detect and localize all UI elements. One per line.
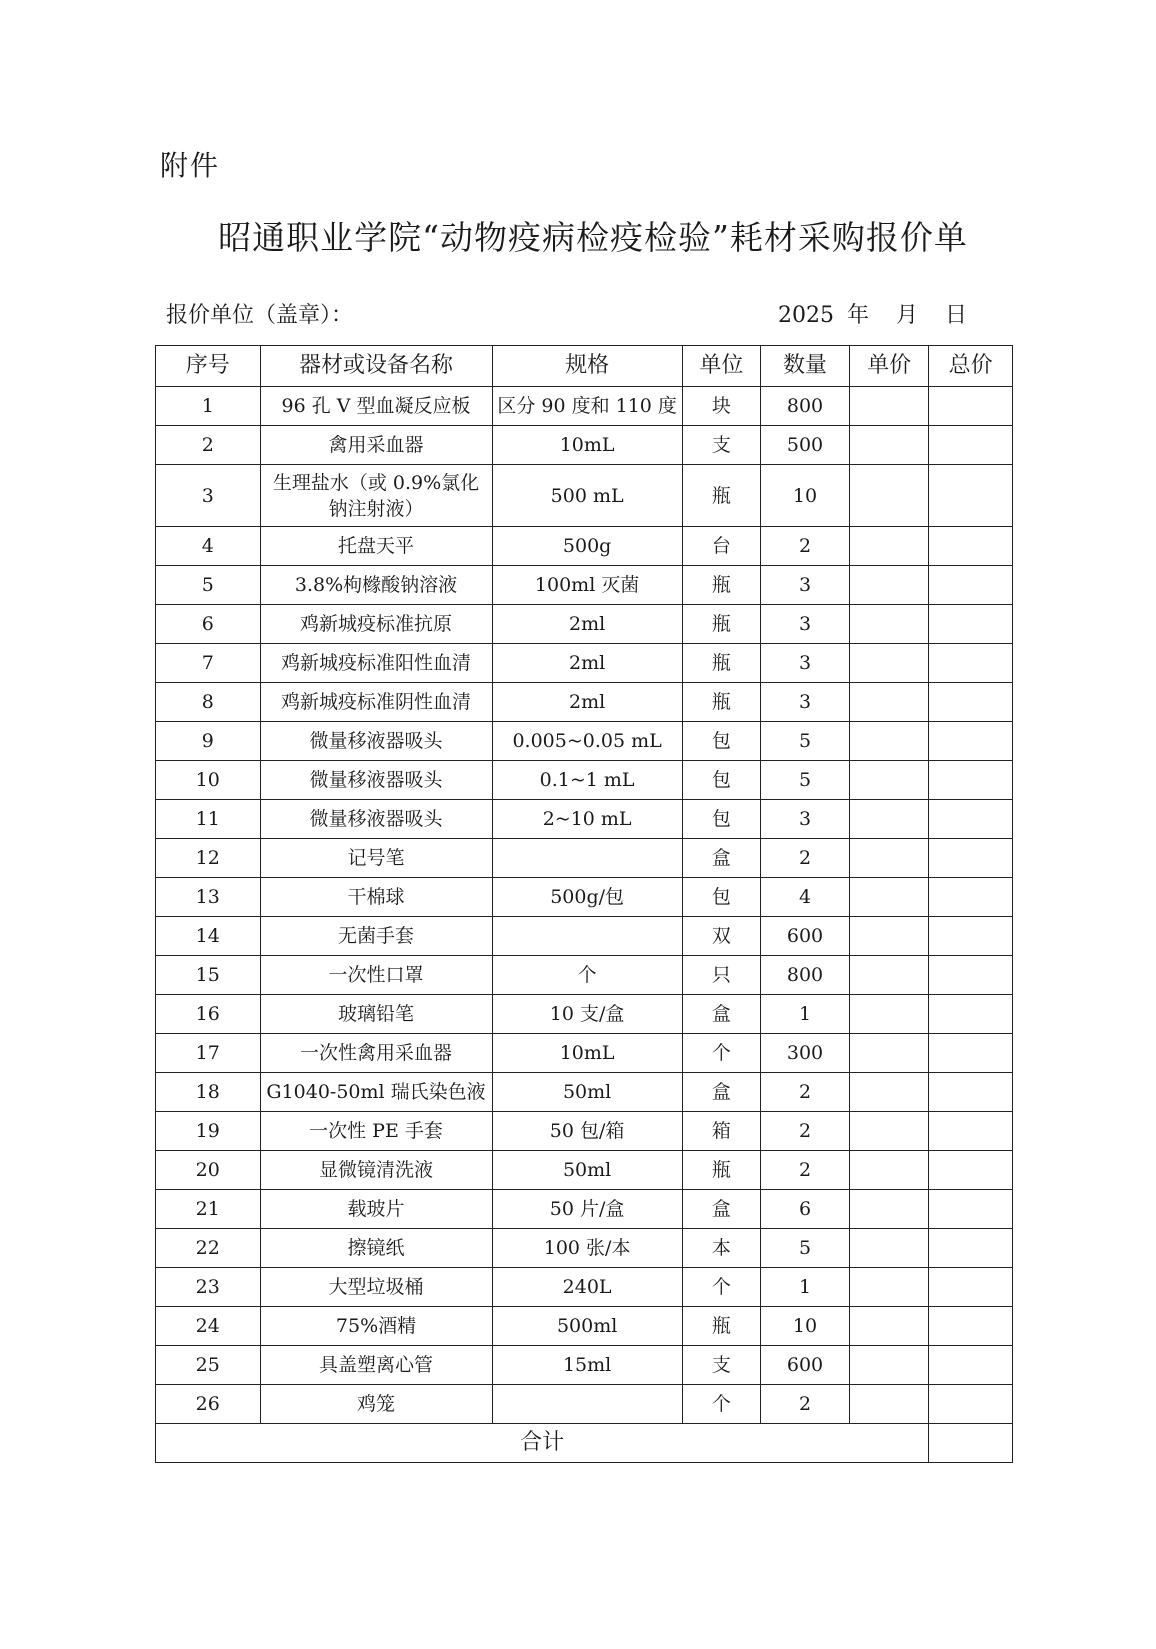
cell-no: 4 xyxy=(156,527,261,566)
cell-total xyxy=(929,1268,1013,1307)
cell-unit: 瓶 xyxy=(682,644,760,683)
cell-price xyxy=(849,644,928,683)
cell-total xyxy=(929,761,1013,800)
cell-unit: 只 xyxy=(682,956,760,995)
cell-no: 11 xyxy=(156,800,261,839)
cell-price xyxy=(849,426,928,465)
cell-price xyxy=(849,917,928,956)
cell-name: 大型垃圾桶 xyxy=(260,1268,492,1307)
cell-price xyxy=(849,1190,928,1229)
cell-spec xyxy=(492,1385,682,1424)
cell-spec: 10mL xyxy=(492,426,682,465)
cell-qty: 5 xyxy=(761,761,850,800)
table-row xyxy=(156,995,1013,1034)
table-row xyxy=(156,426,1013,465)
cell-unit: 本 xyxy=(682,1229,760,1268)
cell-no: 10 xyxy=(156,761,261,800)
cell-spec: 100ml 灭菌 xyxy=(492,566,682,605)
cell-name: 鸡新城疫标准阴性血清 xyxy=(260,683,492,722)
total-row xyxy=(156,1424,1013,1463)
cell-spec: 500ml xyxy=(492,1307,682,1346)
cell-name: 生理盐水（或 0.9%氯化钠注射液） xyxy=(260,465,492,527)
table-row xyxy=(156,1229,1013,1268)
cell-no: 22 xyxy=(156,1229,261,1268)
cell-name: 无菌手套 xyxy=(260,917,492,956)
cell-no: 17 xyxy=(156,1034,261,1073)
cell-spec: 2ml xyxy=(492,644,682,683)
cell-qty: 300 xyxy=(761,1034,850,1073)
cell-no: 9 xyxy=(156,722,261,761)
cell-total xyxy=(929,527,1013,566)
cell-name: 擦镜纸 xyxy=(260,1229,492,1268)
cell-qty: 800 xyxy=(761,387,850,426)
table-row xyxy=(156,1112,1013,1151)
cell-name: 微量移液器吸头 xyxy=(260,722,492,761)
cell-total xyxy=(929,956,1013,995)
cell-spec: 10mL xyxy=(492,1034,682,1073)
cell-spec: 10 支/盒 xyxy=(492,995,682,1034)
cell-unit: 个 xyxy=(682,1385,760,1424)
header-qty: 数量 xyxy=(761,346,850,387)
cell-price xyxy=(849,605,928,644)
table-row xyxy=(156,761,1013,800)
cell-price xyxy=(849,1073,928,1112)
table-row xyxy=(156,1385,1013,1424)
cell-spec: 240L xyxy=(492,1268,682,1307)
cell-no: 18 xyxy=(156,1073,261,1112)
cell-spec xyxy=(492,839,682,878)
cell-total xyxy=(929,387,1013,426)
cell-price xyxy=(849,1151,928,1190)
table-row xyxy=(156,1073,1013,1112)
cell-qty: 800 xyxy=(761,956,850,995)
cell-name: 一次性口罩 xyxy=(260,956,492,995)
cell-qty: 6 xyxy=(761,1190,850,1229)
cell-no: 14 xyxy=(156,917,261,956)
cell-qty: 2 xyxy=(761,1385,850,1424)
total-label: 合计 xyxy=(156,1424,929,1463)
table-row xyxy=(156,956,1013,995)
cell-qty: 4 xyxy=(761,878,850,917)
cell-spec: 50 片/盒 xyxy=(492,1190,682,1229)
cell-name: 干棉球 xyxy=(260,878,492,917)
cell-name: 托盘天平 xyxy=(260,527,492,566)
table-row xyxy=(156,683,1013,722)
header-spec: 规格 xyxy=(492,346,682,387)
cell-spec: 500g xyxy=(492,527,682,566)
cell-name: 96 孔 V 型血凝反应板 xyxy=(260,387,492,426)
cell-unit: 盒 xyxy=(682,995,760,1034)
cell-qty: 2 xyxy=(761,1112,850,1151)
cell-total xyxy=(929,1151,1013,1190)
cell-no: 26 xyxy=(156,1385,261,1424)
cell-price xyxy=(849,1385,928,1424)
document-title: 昭通职业学院“动物疫病检疫检验”耗材采购报价单 xyxy=(218,218,968,257)
quotation-table xyxy=(155,345,1013,1463)
cell-total xyxy=(929,644,1013,683)
cell-total xyxy=(929,426,1013,465)
cell-no: 6 xyxy=(156,605,261,644)
cell-spec: 0.005~0.05 mL xyxy=(492,722,682,761)
cell-no: 2 xyxy=(156,426,261,465)
cell-total xyxy=(929,605,1013,644)
cell-no: 1 xyxy=(156,387,261,426)
cell-name: 记号笔 xyxy=(260,839,492,878)
cell-price xyxy=(849,878,928,917)
cell-qty: 10 xyxy=(761,465,850,527)
cell-qty: 1 xyxy=(761,995,850,1034)
table-row xyxy=(156,722,1013,761)
cell-spec: 区分 90 度和 110 度 xyxy=(492,387,682,426)
table-row xyxy=(156,644,1013,683)
table-row xyxy=(156,387,1013,426)
cell-unit: 瓶 xyxy=(682,566,760,605)
cell-name: 75%酒精 xyxy=(260,1307,492,1346)
cell-total xyxy=(929,1229,1013,1268)
cell-qty: 10 xyxy=(761,1307,850,1346)
cell-qty: 2 xyxy=(761,839,850,878)
cell-unit: 台 xyxy=(682,527,760,566)
cell-unit: 包 xyxy=(682,878,760,917)
cell-qty: 3 xyxy=(761,644,850,683)
cell-qty: 3 xyxy=(761,800,850,839)
cell-total xyxy=(929,917,1013,956)
cell-name: 鸡新城疫标准阳性血清 xyxy=(260,644,492,683)
cell-total xyxy=(929,465,1013,527)
cell-unit: 瓶 xyxy=(682,1307,760,1346)
cell-price xyxy=(849,465,928,527)
table-row xyxy=(156,1346,1013,1385)
cell-no: 16 xyxy=(156,995,261,1034)
cell-total xyxy=(929,1385,1013,1424)
total-value xyxy=(929,1424,1013,1463)
cell-unit: 个 xyxy=(682,1268,760,1307)
cell-price xyxy=(849,387,928,426)
cell-unit: 支 xyxy=(682,426,760,465)
cell-no: 12 xyxy=(156,839,261,878)
table-row xyxy=(156,1151,1013,1190)
date-month: 月 xyxy=(895,303,918,328)
cell-no: 19 xyxy=(156,1112,261,1151)
cell-spec: 0.1~1 mL xyxy=(492,761,682,800)
cell-price xyxy=(849,1112,928,1151)
cell-total xyxy=(929,839,1013,878)
cell-price xyxy=(849,839,928,878)
cell-spec: 2ml xyxy=(492,605,682,644)
cell-spec: 15ml xyxy=(492,1346,682,1385)
cell-qty: 5 xyxy=(761,722,850,761)
header-total: 总价 xyxy=(929,346,1013,387)
date-day: 日 xyxy=(945,303,968,328)
table-row xyxy=(156,566,1013,605)
header-no: 序号 xyxy=(156,346,261,387)
cell-price xyxy=(849,1307,928,1346)
cell-total xyxy=(929,1190,1013,1229)
cell-name: 玻璃铅笔 xyxy=(260,995,492,1034)
date-year: 2025 年 xyxy=(778,303,869,328)
cell-spec: 50 包/箱 xyxy=(492,1112,682,1151)
cell-price xyxy=(849,1034,928,1073)
header-unit: 单位 xyxy=(682,346,760,387)
cell-qty: 2 xyxy=(761,1151,850,1190)
cell-price xyxy=(849,761,928,800)
cell-qty: 3 xyxy=(761,566,850,605)
cell-unit: 瓶 xyxy=(682,1151,760,1190)
table-row xyxy=(156,527,1013,566)
cell-price xyxy=(849,995,928,1034)
table-header-row xyxy=(156,346,1013,387)
cell-spec: 2ml xyxy=(492,683,682,722)
cell-no: 20 xyxy=(156,1151,261,1190)
cell-price xyxy=(849,722,928,761)
cell-spec: 500 mL xyxy=(492,465,682,527)
cell-spec: 个 xyxy=(492,956,682,995)
table-row xyxy=(156,878,1013,917)
header-price: 单价 xyxy=(849,346,928,387)
cell-no: 15 xyxy=(156,956,261,995)
cell-price xyxy=(849,1268,928,1307)
cell-name: G1040-50ml 瑞氏染色液 xyxy=(260,1073,492,1112)
cell-qty: 2 xyxy=(761,527,850,566)
cell-no: 13 xyxy=(156,878,261,917)
header-name: 器材或设备名称 xyxy=(260,346,492,387)
cell-unit: 包 xyxy=(682,722,760,761)
cell-no: 21 xyxy=(156,1190,261,1229)
cell-name: 一次性 PE 手套 xyxy=(260,1112,492,1151)
cell-qty: 500 xyxy=(761,426,850,465)
cell-name: 显微镜清洗液 xyxy=(260,1151,492,1190)
cell-unit: 盒 xyxy=(682,1190,760,1229)
cell-qty: 3 xyxy=(761,683,850,722)
cell-spec: 2~10 mL xyxy=(492,800,682,839)
cell-total xyxy=(929,995,1013,1034)
cell-name: 载玻片 xyxy=(260,1190,492,1229)
cell-no: 7 xyxy=(156,644,261,683)
cell-no: 24 xyxy=(156,1307,261,1346)
cell-total xyxy=(929,1112,1013,1151)
cell-no: 25 xyxy=(156,1346,261,1385)
table-row xyxy=(156,465,1013,527)
table-row xyxy=(156,839,1013,878)
attachment-label: 附件 xyxy=(160,149,221,182)
cell-total xyxy=(929,800,1013,839)
cell-unit: 包 xyxy=(682,800,760,839)
cell-spec xyxy=(492,917,682,956)
cell-price xyxy=(849,800,928,839)
table-row xyxy=(156,1034,1013,1073)
table-row xyxy=(156,605,1013,644)
table-row xyxy=(156,917,1013,956)
cell-name: 鸡新城疫标准抗原 xyxy=(260,605,492,644)
cell-name: 一次性禽用采血器 xyxy=(260,1034,492,1073)
cell-qty: 3 xyxy=(761,605,850,644)
table-row xyxy=(156,800,1013,839)
cell-qty: 1 xyxy=(761,1268,850,1307)
cell-spec: 100 张/本 xyxy=(492,1229,682,1268)
cell-qty: 5 xyxy=(761,1229,850,1268)
table-row xyxy=(156,1307,1013,1346)
cell-unit: 瓶 xyxy=(682,465,760,527)
table-row xyxy=(156,1190,1013,1229)
cell-price xyxy=(849,1229,928,1268)
cell-price xyxy=(849,1346,928,1385)
cell-total xyxy=(929,1073,1013,1112)
cell-spec: 500g/包 xyxy=(492,878,682,917)
cell-total xyxy=(929,683,1013,722)
cell-total xyxy=(929,1034,1013,1073)
quote-unit-label: 报价单位（盖章）： xyxy=(166,303,354,328)
cell-spec: 50ml xyxy=(492,1151,682,1190)
cell-unit: 盒 xyxy=(682,839,760,878)
cell-unit: 瓶 xyxy=(682,683,760,722)
cell-no: 5 xyxy=(156,566,261,605)
cell-name: 鸡笼 xyxy=(260,1385,492,1424)
cell-unit: 支 xyxy=(682,1346,760,1385)
cell-price xyxy=(849,566,928,605)
cell-unit: 包 xyxy=(682,761,760,800)
cell-name: 微量移液器吸头 xyxy=(260,761,492,800)
cell-total xyxy=(929,1307,1013,1346)
cell-no: 3 xyxy=(156,465,261,527)
cell-price xyxy=(849,527,928,566)
cell-no: 23 xyxy=(156,1268,261,1307)
cell-unit: 箱 xyxy=(682,1112,760,1151)
cell-total xyxy=(929,878,1013,917)
table-row xyxy=(156,1268,1013,1307)
cell-unit: 个 xyxy=(682,1034,760,1073)
cell-unit: 盒 xyxy=(682,1073,760,1112)
cell-name: 微量移液器吸头 xyxy=(260,800,492,839)
cell-spec: 50ml xyxy=(492,1073,682,1112)
cell-qty: 600 xyxy=(761,1346,850,1385)
cell-no: 8 xyxy=(156,683,261,722)
quote-date xyxy=(778,298,981,329)
cell-name: 禽用采血器 xyxy=(260,426,492,465)
cell-unit: 双 xyxy=(682,917,760,956)
cell-unit: 瓶 xyxy=(682,605,760,644)
cell-price xyxy=(849,683,928,722)
cell-total xyxy=(929,1346,1013,1385)
cell-qty: 600 xyxy=(761,917,850,956)
cell-unit: 块 xyxy=(682,387,760,426)
cell-name: 3.8%枸橼酸钠溶液 xyxy=(260,566,492,605)
cell-qty: 2 xyxy=(761,1073,850,1112)
cell-total xyxy=(929,566,1013,605)
cell-price xyxy=(849,956,928,995)
cell-name: 具盖塑离心管 xyxy=(260,1346,492,1385)
cell-total xyxy=(929,722,1013,761)
